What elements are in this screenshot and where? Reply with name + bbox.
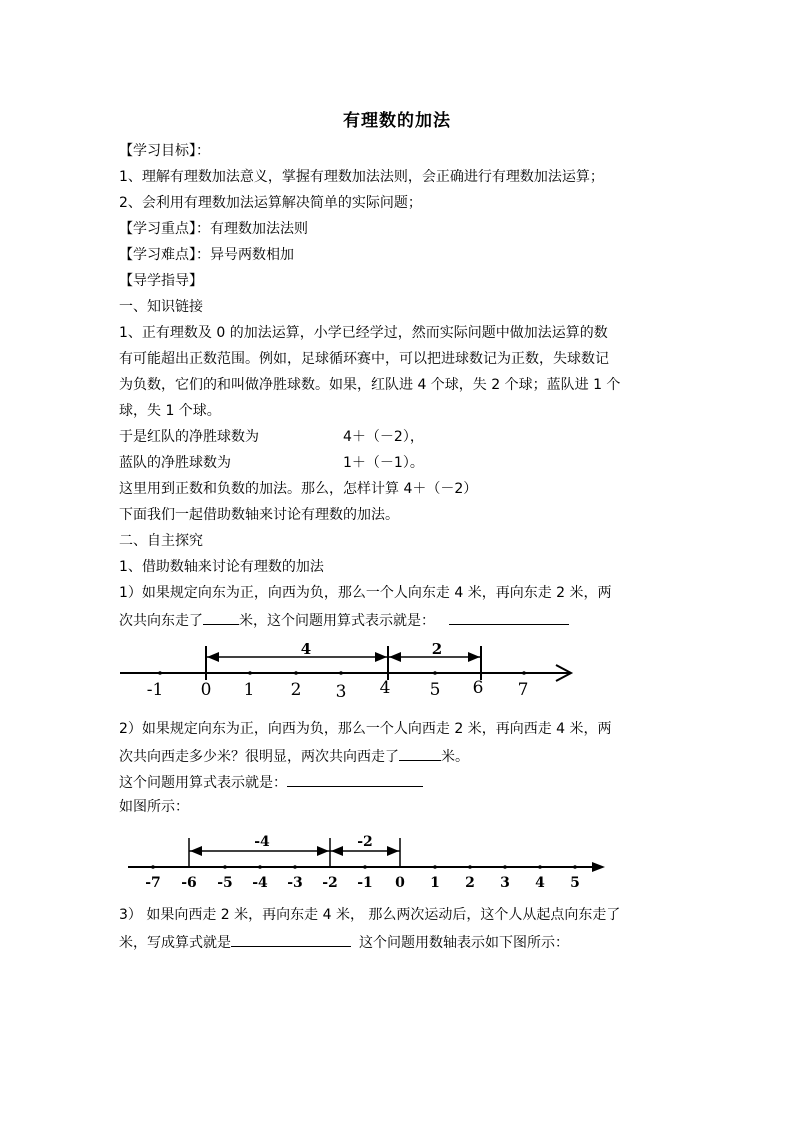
q1-expression-blank[interactable] [449,610,569,625]
q3-text-post: 这个问题用数轴表示如下图所示： [359,935,569,951]
axis2-tick-label: 1 [430,875,440,891]
page-title: 有理数的加法 [343,111,451,131]
q2-expression-blank[interactable] [287,772,423,787]
question-1-line-2 [119,610,569,630]
axis-tick-dot [294,671,298,675]
axis1-tick-label: 1 [243,680,255,700]
axis-tick-dot [433,865,437,869]
axis1-tick-label: 5 [429,680,441,700]
paragraph-line-1: 1、正有理数及 0 的加法运算，小学已经学过，然而实际问题中做加法运算的数 [119,325,608,341]
axis2-tick-label: 3 [500,875,510,891]
red-team-label: 于是红队的净胜球数为 [119,429,259,445]
question-3-line-1: 3） 如果向西走 2 米，再向东走 4 米， 那么两次运动后，这个人从起点向东走了 [119,907,621,923]
axis-tick-dot [339,671,343,675]
goal-1: 1、理解有理数加法意义，掌握有理数加法法则，会正确进行有理数加法运算； [119,169,604,185]
q3-expression-blank[interactable] [231,932,351,947]
q2-text-post: 米。 [441,749,469,765]
question-1-line-1: 1）如果规定向东为正，向西为负，那么一个人向东走 4 米，再向东走 2 米，两 [119,585,612,601]
axis2-tick-label: -5 [217,875,233,891]
blue-team-expression: 1＋（－1）。 [343,455,424,471]
question-2-line-2 [119,746,469,766]
q1-text-pre: 次共向东走了 [119,613,203,629]
section-1-heading: 一、知识链接 [119,299,203,315]
axis1-tick-label: 3 [335,682,347,702]
blue-team-label: 蓝队的净胜球数为 [119,455,231,471]
axis2-tick-label: 4 [535,875,545,891]
paragraph-line-2: 有可能超出正数范围。例如，足球循环赛中，可以把进球数记为正数，失球数记 [119,351,609,367]
key-point: 【学习重点】：有理数加法法则 [119,221,308,237]
question-2-line-3 [119,772,423,792]
axis1-tick-label: 0 [200,680,212,700]
axis2-tick-label: -3 [287,875,303,891]
subsection-1-heading: 1、借助数轴来讨论有理数的加法 [119,559,324,575]
axis-tick-dot [223,865,227,869]
axis-tick-dot [538,865,542,869]
axis-tick-dot [573,865,577,869]
axis1-tick-label: 6 [472,678,484,698]
axis2-tick-label: 5 [570,875,580,891]
axis2-tick-label: -7 [145,875,161,891]
section-2-heading: 二、自主探究 [119,533,203,549]
axis-tick-dot [293,865,297,869]
q3-text-pre: 米，写成算式就是 [119,935,231,951]
question-2-line-4: 如图所示： [119,799,189,815]
paragraph-line-4: 球，失 1 个球。 [119,403,221,419]
line-below: 下面我们一起借助数轴来讨论有理数的加法。 [119,507,399,523]
learning-goals-heading: 【学习目标】： [119,143,210,159]
q2-expression-text: 这个问题用算式表示就是： [119,775,287,791]
axis2-tick-label: 2 [465,875,475,891]
axis2-tick-label: 0 [395,875,405,891]
number-line-1 [0,636,794,706]
line-here: 这里用到正数和负数的加法。那么，怎样计算 4＋（－2） [119,481,478,497]
number-line-2 [0,830,794,894]
axis1-seg1-label: 4 [300,640,312,658]
difficulty: 【学习难点】：异号两数相加 [119,247,294,263]
q2-answer-blank[interactable] [399,746,441,761]
guide-heading: 【导学指导】 [119,273,203,289]
axis1-tick-label: 4 [379,678,391,698]
axis2-tick-label: -1 [357,875,373,891]
axis2-tick-label: -2 [322,875,338,891]
axis-tick-dot [248,671,252,675]
axis-tick-dot [151,865,155,869]
axis2-tick-label: -6 [181,875,197,891]
axis-tick-dot [468,865,472,869]
axis-tick-dot [363,865,367,869]
q1-answer-blank[interactable] [203,610,239,625]
axis1-tick-label: 2 [290,680,302,700]
axis1-seg2-label: 2 [431,640,443,658]
q2-text-pre: 次共向西走多少米？很明显，两次共向西走了 [119,749,399,765]
q1-text-mid: 米，这个问题用算式表示就是： [239,613,435,629]
axis1-tick-label: 7 [517,680,529,700]
red-team-expression: 4＋（－2）， [343,429,424,445]
question-2-line-1: 2）如果规定向东为正，向西为负，那么一个人向西走 2 米，再向西走 4 米，两 [119,721,612,737]
axis-tick-dot [503,865,507,869]
axis2-seg1-label: -4 [254,834,270,850]
axis-tick-dot [522,671,526,675]
axis2-seg2-label: -2 [357,834,373,850]
goal-2: 2、会利用有理数加法运算解决简单的实际问题； [119,195,422,211]
paragraph-line-3: 为负数，它们的和叫做净胜球数。如果，红队进 4 个球，失 2 个球；蓝队进 1 个 [119,377,621,393]
axis2-tick-label: -4 [252,875,268,891]
axis-tick-dot [158,671,162,675]
question-3-line-2 [119,932,569,952]
axis-tick-dot [433,671,437,675]
axis-tick-dot [258,865,262,869]
axis1-tick-label: -1 [146,680,164,700]
